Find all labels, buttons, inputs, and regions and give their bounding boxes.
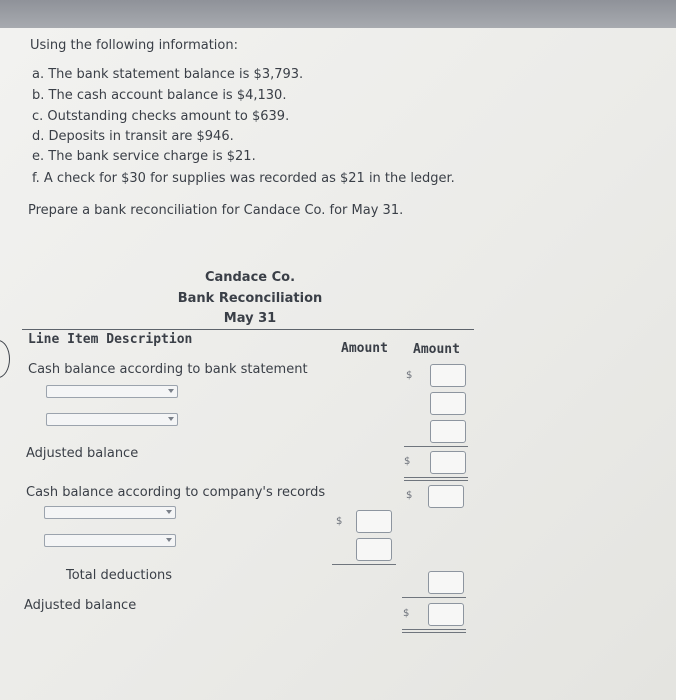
col-amount-2: Amount <box>413 342 460 357</box>
double-underline <box>402 629 466 633</box>
info-item-c: c. Outstanding checks amount to $639. <box>32 109 290 124</box>
statement-title: Bank Reconciliation <box>177 291 323 306</box>
header-rule <box>22 329 474 330</box>
total-deductions-input[interactable] <box>428 571 464 594</box>
info-item-e: e. The bank service charge is $21. <box>32 149 256 164</box>
dollar-sign: $ <box>406 370 413 381</box>
info-item-d: d. Deposits in transit are $946. <box>32 129 234 144</box>
dollar-sign: $ <box>404 456 411 467</box>
amount2-input-cash-company[interactable] <box>428 485 464 508</box>
col-description: Line Item Description <box>28 332 193 347</box>
double-underline <box>404 477 468 481</box>
line-item-dropdown-1[interactable] <box>46 385 178 398</box>
subtotal-line <box>402 597 466 598</box>
amount1-input-deduction-1[interactable] <box>356 510 392 533</box>
col-amount-1: Amount <box>341 341 388 356</box>
subtotal-line <box>404 446 468 447</box>
info-item-f: f. A check for $30 for supplies was recorded as $21 in the ledger. <box>32 171 455 186</box>
info-item-b: b. The cash account balance is $4,130. <box>32 88 287 103</box>
amount1-input-deduction-2[interactable] <box>356 538 392 561</box>
line-item-dropdown-2[interactable] <box>46 413 178 426</box>
amount2-input-cash-bank[interactable] <box>430 364 466 387</box>
dollar-sign: $ <box>336 516 343 527</box>
prompt-text: Prepare a bank reconciliation for Candace Co. for May 31. <box>28 203 404 218</box>
amount2-input-3[interactable] <box>430 420 466 443</box>
statement-date: May 31 <box>223 311 277 326</box>
row-cash-bank: Cash balance according to bank statement <box>28 362 308 377</box>
company-name: Candace Co. <box>204 270 296 285</box>
chevron-down-icon <box>166 538 172 542</box>
line-item-dropdown-4[interactable] <box>44 534 176 547</box>
dollar-sign: $ <box>403 608 410 619</box>
subtotal-line <box>332 564 396 565</box>
row-adjusted-balance-2: Adjusted balance <box>24 598 137 613</box>
info-item-a: a. The bank statement balance is $3,793. <box>32 67 304 82</box>
line-item-dropdown-3[interactable] <box>44 506 176 519</box>
top-bar <box>0 0 676 30</box>
chevron-down-icon <box>166 510 172 514</box>
adjusted-balance-input-1[interactable] <box>430 451 466 474</box>
row-cash-company: Cash balance according to company's records <box>26 485 326 500</box>
row-adjusted-balance-1: Adjusted balance <box>26 446 139 461</box>
intro-text: Using the following information: <box>30 38 238 53</box>
chevron-down-icon <box>168 417 174 421</box>
row-total-deductions: Total deductions <box>66 568 173 583</box>
dollar-sign: $ <box>406 490 413 501</box>
chevron-down-icon <box>168 389 174 393</box>
amount2-input-2[interactable] <box>430 392 466 415</box>
adjusted-balance-input-2[interactable] <box>428 603 464 626</box>
